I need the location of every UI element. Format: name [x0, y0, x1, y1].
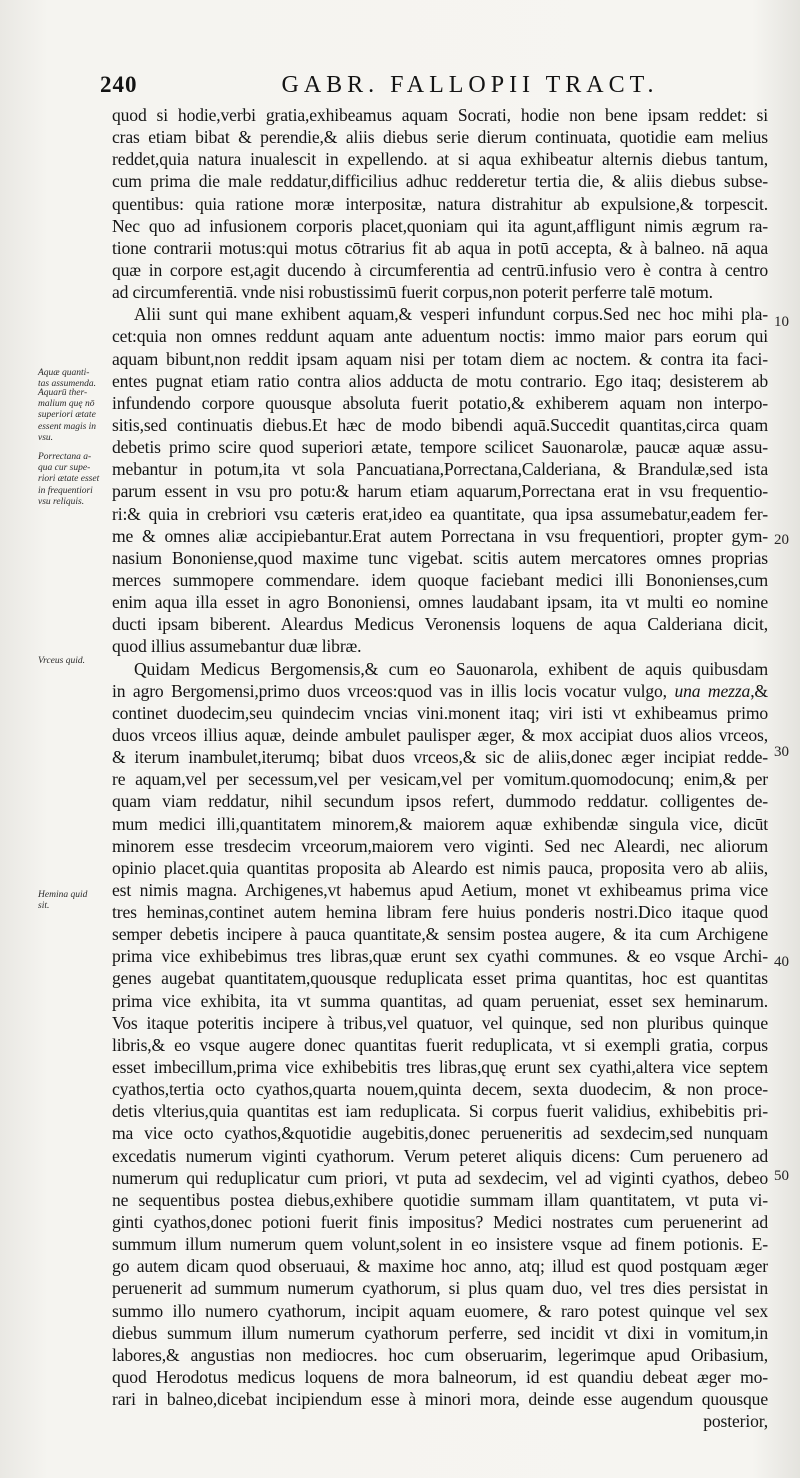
text-line: nasium Bononiense,quod maxime tunc vigebat. scitis autem mercatores omnes proprias: [112, 547, 768, 568]
margin-note-line: superiori ætate: [38, 410, 96, 421]
text-line: sitis,sed continuatis diebus.Et hæc de modo bibendi aquā.Succedit quantitas,circa quam: [112, 414, 768, 435]
text-line: Quidam Medicus Bergomensis,& cum eo Sauonarola, exhibent de aquis quibusdam: [134, 658, 768, 679]
text-line: quæ in corpore est,agit ducendo à circumferentia ad centrū.infusio vero è contra à centro: [112, 259, 768, 280]
text-line: duos vrceos illius aquæ, deinde ambulet paulisper æger, & mox accipiat duos alios vrceos,: [112, 724, 768, 745]
text-line: ri:& quia in crebriori vsu cæteris erat,ideo ea quantitate, qua ipsa assumebatur,eadem fer-: [112, 503, 768, 524]
margin-note-line: riori ætate esset: [38, 474, 100, 485]
text-line: cet:quia non omnes reddunt aquam ante aduentum noctis: immo maior pars eorum qui: [112, 326, 768, 347]
page-header: [100, 72, 740, 102]
text-line: quod si hodie,verbi gratia,exhibeamus aquam Socrati, hodie non bene ipsam reddet: si: [112, 105, 768, 125]
line-number: 30: [774, 744, 789, 760]
text-line: reddet,quia natura inualescit in expellendo. at si aqua exhibeatur alternis diebus tantum,: [112, 149, 768, 170]
text-line: libris,& eo vsque augere donec quantitas fuerit reduplicata, vt si exempli gratia, corpus: [112, 1034, 768, 1055]
text-line: ne sequentibus postea diebus,exhibere quotidie summam illam quantitatem, vt puta vi-: [112, 1189, 768, 1210]
text-line: quam viam reddatur, nihil secundum ipsos refert, dummodo reddatur. colligentes de-: [112, 791, 768, 812]
text-line: diebus summum illum numerum cyathorum perferre, sed incidit vt dixi in vomitum,in: [112, 1322, 768, 1343]
margin-note-line: Vrceus quid.: [38, 656, 85, 666]
margin-note-line: vsu.: [38, 432, 54, 443]
page-number: 240: [100, 72, 138, 97]
text-line: Alii sunt qui mane exhibent aquam,& vesperi infundunt corpus.Sed nec hoc mihi pla-: [134, 304, 768, 325]
text-line: Vos itaque poteritis incipere à tribus,vel quatuor, vel quinque, sed non pluribus quinque: [112, 1012, 768, 1033]
margin-note-line: Hemina quid: [38, 890, 88, 900]
margin-note-line: Aquæ quanti-: [38, 368, 90, 378]
text-line: summum illum numerum quem volunt,solent in eo insistere vsque ad finem potionis. E-: [112, 1234, 768, 1255]
text-line: Nec quo ad infusionem corporis placet,quoniam qui ita agunt,affligunt nimis ægrum ra-: [112, 215, 768, 236]
text-line: enim aqua illa esset in agro Bononiensi, omnes laudabant ipsam, ita vt multi eo nomine: [112, 592, 768, 613]
text-line: esset imbecillum,prima vice exhibebitis tres libras,quę erunt sex cyathi,altera vice septem: [112, 1057, 768, 1078]
text-line: quod Herodotus medicus loquens de mora balneorum, id est quandiu debeat æger mo-: [112, 1367, 768, 1388]
text-line: rari in balneo,dicebat incipiendum esse à minori mora, deinde esse augendum quousque: [112, 1389, 768, 1410]
text-line: mum medici illi,quantitatem minorem,& maiorem aquæ exhibendæ singula vice, dicūt: [112, 813, 768, 834]
text-line: go autem dicam quod obseruaui, & maxime hoc anno, atq; illud est quod postquam æger: [112, 1256, 768, 1277]
text-line: mebantur in potum,ita vt sola Pancuatiana,Porrectana,Calderiana, & Brandulæ,sed ista: [112, 459, 768, 480]
margin-note-line: Aquarū ther-: [38, 388, 88, 398]
margin-note-line: in frequentiori: [38, 485, 93, 496]
text-line: prima vice exhibebimus tres libras,quæ erunt sex cyathi communes. & eo vsque Archi-: [112, 946, 768, 967]
text-line: tione contrarii motus:qui motus cōtrarius fit ab aqua in potū accepta, & à balneo. nā aqua: [112, 237, 768, 258]
text-line: quentibus: quia ratione moræ interpositæ, natura distrahitur ab expulsione,& torpescit.: [112, 193, 768, 214]
margin-note-line: Porrectana a-: [38, 452, 92, 462]
text-line: cras etiam bibat & perendie,& aliis diebus serie dierum continuata, quotidie eam melius: [112, 127, 768, 148]
line-number: 40: [774, 954, 789, 970]
margin-note-line: malium quę nō: [38, 399, 95, 410]
text-line: prima vice exhibita, ita vt summa quantitas, ad quam perueniat, esset sex heminarum.: [112, 990, 768, 1011]
line-number: 20: [774, 532, 789, 548]
body-text: [112, 104, 768, 1432]
text-line: re aquam,vel per secessum,vel per vesicam,vel per vomitum.quomodocunq; enim,& per: [112, 769, 768, 790]
text-line: semper debetis incipere à pauca quantitate,& sensim postea augere, & ita cum Archigene: [112, 924, 768, 945]
text-line: ad circumferentiā. vnde nisi robustissimū fuerit corpus,non poterit perferre talē motum.: [112, 282, 713, 303]
text-line: cyathos,tertia octo cyathos,quarta nouem,quinta decem, sexta duodecim, & non proce-: [112, 1079, 768, 1100]
line-number: 10: [774, 314, 789, 330]
margin-note-line: tas assumenda.: [38, 379, 97, 390]
text-line: infundendo corpore quousque absoluta fuerit potatio,& exhiberem aquam non interpo-: [112, 392, 768, 413]
text-line: entes pugnat etiam ratio contra alios adducta de motu contrario. Ego itaq; desisterem ab: [112, 370, 768, 391]
text-line: opinio placet.quia quantitas proposita ab Aleardo est nimis pauca, proposita vero ab aliis,: [112, 857, 768, 878]
text-line: cum prima die male reddatur,difficilius adhuc redderetur tertia die, & aliis diebus subse-: [112, 171, 768, 192]
text-line: me & omnes aliæ accipiebantur.Erat autem Porrectana in vsu frequentiori, propter gym-: [112, 525, 768, 546]
text-line: posterior,: [703, 1411, 768, 1432]
text-line: ducti ipsam biberent. Aleardus Medicus Veronensis loquens de aqua Calderiana dicit,: [112, 614, 768, 635]
text-line: genes augebat quantitatem,quousque reduplicata esset prima quantitas, hoc est quantitas: [112, 968, 768, 989]
text-line: excedatis numerum viginti cyathorum. Verum peteret aliquis dicens: Cum peruenero ad: [112, 1145, 768, 1166]
text-line: peruenerit ad summum numerum cyathorum, si plus quam duo, vel tres dies persistat in: [112, 1278, 768, 1299]
margin-note-line: vsu reliquis.: [38, 496, 85, 507]
text-line: aquam bibunt,non reddit ipsam aquam nisi per totam diem ac noctem. & contra ita faci-: [112, 348, 768, 369]
margin-note: [38, 890, 108, 912]
line-number: 50: [774, 1168, 789, 1184]
running-head: GABR. FALLOPII TRACT.: [281, 72, 659, 98]
text-line: parum essent in vsu pro potu:& harum etiam aquarum,Porrectana erat in vsu frequentio-: [112, 481, 768, 502]
margin-note-line: essent magis in: [38, 421, 97, 432]
text-line: tres heminas,continet autem hemina libram fere huius ponderis nostri.Dico itaque quod: [112, 902, 768, 923]
text-line: merces summopere commendare. idem quoque faciebant medici illi Bononienses,cum: [112, 569, 768, 590]
margin-note: [38, 388, 108, 444]
text-line: est nimis magna. Archigenes,vt habemus apud Aetium, monet vt exhibeamus prima vice: [112, 879, 768, 900]
text-line: ma vice octo cyathos,&quotidie augebitis,donec perueneritis ad sexdecim,sed nunquam: [112, 1123, 768, 1144]
margin-note: [38, 452, 108, 508]
text-line: minorem esse tresdecim vrceorum,maiorem vero viginti. Sed nec Aleardi, nec aliorum: [112, 835, 768, 856]
text-line: labores,& angustias non mediocres. hoc cum obseruarim, legerimque apud Oribasium,: [112, 1344, 768, 1365]
text-line: debetis primo scire quod superiori ætate, tempore scilicet Sauonarolæ, paucæ aquæ assu-: [112, 437, 768, 458]
text-line: in agro Bergomensi,primo duos vrceos:quod vas in illis locis vocatur vulgo, una mezza,&: [112, 680, 768, 701]
margin-note: [38, 656, 108, 667]
text-line: ginti cyathos,donec potioni fuerit finis impositus? Medici nostrates cum peruenerint ad: [112, 1212, 768, 1233]
text-line: numerum qui reduplicatur cum priori, vt puta ad sexdecim, vel ad viginti cyathos, debeo: [112, 1167, 768, 1188]
text-line: quod illius assumebantur duæ libræ.: [112, 636, 362, 657]
text-line: continet duodecim,seu quindecim vncias vini.monent itaq; viri isti vt exhibeamus primo: [112, 702, 768, 723]
text-line: detis vlterius,quia quantitas est iam reduplicata. Si corpus fuerit validius, exhibebitis pri-: [112, 1101, 768, 1122]
margin-note-line: qua cur supe-: [38, 463, 91, 474]
text-line: summo illo numero cyathorum, incipit aquam euomere, & raro potest quinque vel sex: [112, 1300, 768, 1321]
text-line: & iterum inambulet,iterumq; bibat duos vrceos,& sic de aliis,donec æger incipiat redde-: [112, 747, 768, 768]
margin-note-line: sit.: [38, 901, 50, 912]
